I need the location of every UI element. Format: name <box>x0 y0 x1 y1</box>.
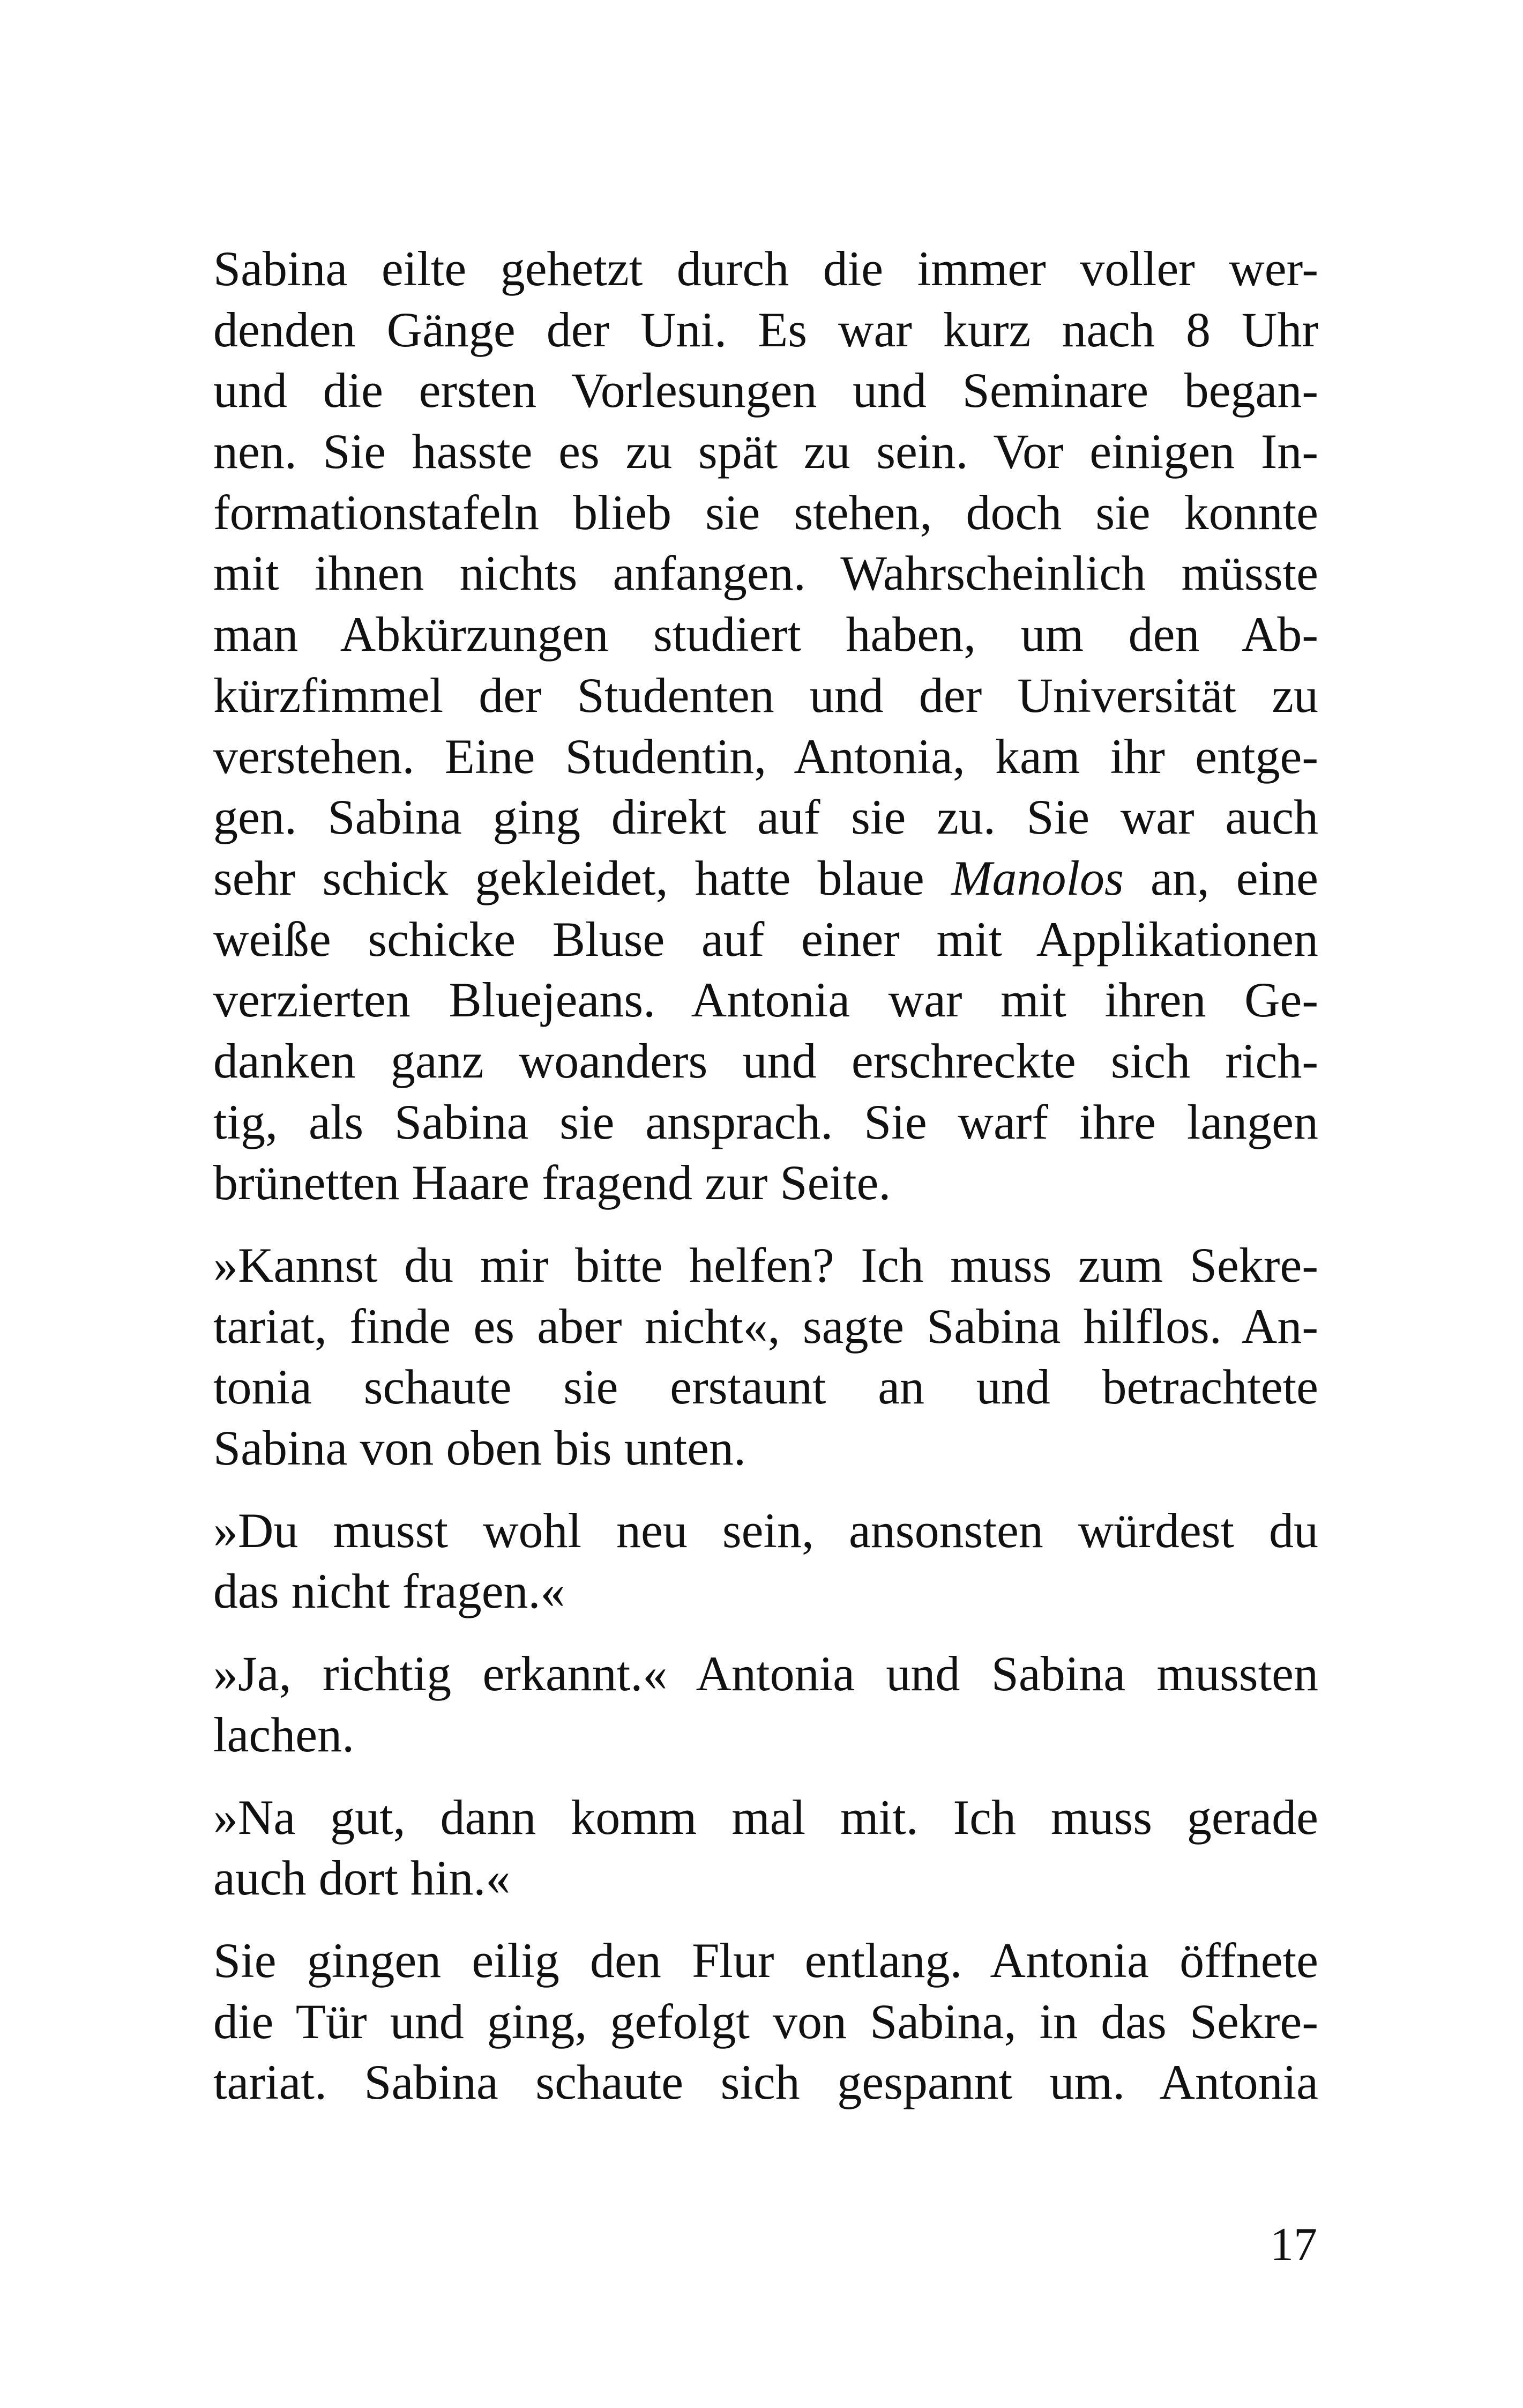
text-line: Sabina von oben bis unten. <box>213 1421 746 1476</box>
text-line: brünetten Haare fragend zur Seite. <box>213 1155 891 1210</box>
text-line: Sie gingen eilig den Flur entlang. Antonia öffnete <box>213 1933 1318 1988</box>
text-line: tig, als Sabina sie ansprach. Sie warf ihre langen <box>213 1094 1318 1149</box>
text-line: das nicht fragen.« <box>213 1564 565 1619</box>
text-line: tariat, finde es aber nicht«, sagte Sabina hilflos. An- <box>213 1298 1318 1354</box>
text-line: tonia schaute sie erstaunt an und betrachtete <box>213 1359 1318 1415</box>
text-line: »Na gut, dann komm mal mit. Ich muss gerade <box>213 1789 1318 1845</box>
text-line: die Tür und ging, gefolgt von Sabina, in das Sekre- <box>213 1994 1318 2049</box>
text-segment: an, eine <box>1123 850 1318 905</box>
text-line: »Kannst du mir bitte helfen? Ich muss zum Sekre- <box>213 1238 1318 1293</box>
text-line: denden Gänge der Uni. Es war kurz nach 8 Uhr <box>213 302 1318 357</box>
text-line: Sabina eilte gehetzt durch die immer voller wer- <box>213 241 1318 296</box>
text-line: tariat. Sabina schaute sich gespannt um. Antonia <box>213 2055 1318 2110</box>
text-line-with-italic <box>213 848 1318 909</box>
paragraph-2 <box>213 1235 1318 1479</box>
text-line: mit ihnen nichts anfangen. Wahrscheinlich müsste <box>213 546 1318 601</box>
text-line: auch dort hin.« <box>213 1850 511 1906</box>
text-line: weiße schicke Bluse auf einer mit Applikationen <box>213 911 1318 967</box>
text-line: nen. Sie hasste es zu spät zu sein. Vor einigen In- <box>213 424 1318 479</box>
body-text <box>213 239 1318 2113</box>
text-line: »Ja, richtig erkannt.« Antonia und Sabina mussten <box>213 1646 1318 1701</box>
text-line: formationstafeln blieb sie stehen, doch sie konnte <box>213 485 1318 540</box>
italic-brand-name: Manolos <box>951 850 1124 905</box>
text-line: und die ersten Vorlesungen und Seminare began- <box>213 363 1318 418</box>
paragraph-4 <box>213 1644 1318 1765</box>
paragraph-6 <box>213 1930 1318 2113</box>
text-line: »Du musst wohl neu sein, ansonsten würdest du <box>213 1503 1318 1558</box>
paragraph-5 <box>213 1787 1318 1909</box>
paragraph-1 <box>213 239 1318 1214</box>
text-line: verstehen. Eine Studentin, Antonia, kam ihr entge- <box>213 729 1318 784</box>
text-line: verzierten Bluejeans. Antonia war mit ihren Ge- <box>213 972 1318 1028</box>
text-line: man Abkürzungen studiert haben, um den Ab- <box>213 607 1318 662</box>
paragraph-3 <box>213 1500 1318 1622</box>
text-line: lachen. <box>213 1707 355 1762</box>
text-line: danken ganz woanders und erschreckte sich rich- <box>213 1033 1318 1088</box>
text-segment: sehr schick gekleidet, hatte blaue <box>213 850 951 905</box>
text-line: kürzfimmel der Studenten und der Universität zu <box>213 667 1318 723</box>
page-number: 17 <box>1270 2219 1317 2271</box>
text-line: gen. Sabina ging direkt auf sie zu. Sie war auch <box>213 790 1318 845</box>
